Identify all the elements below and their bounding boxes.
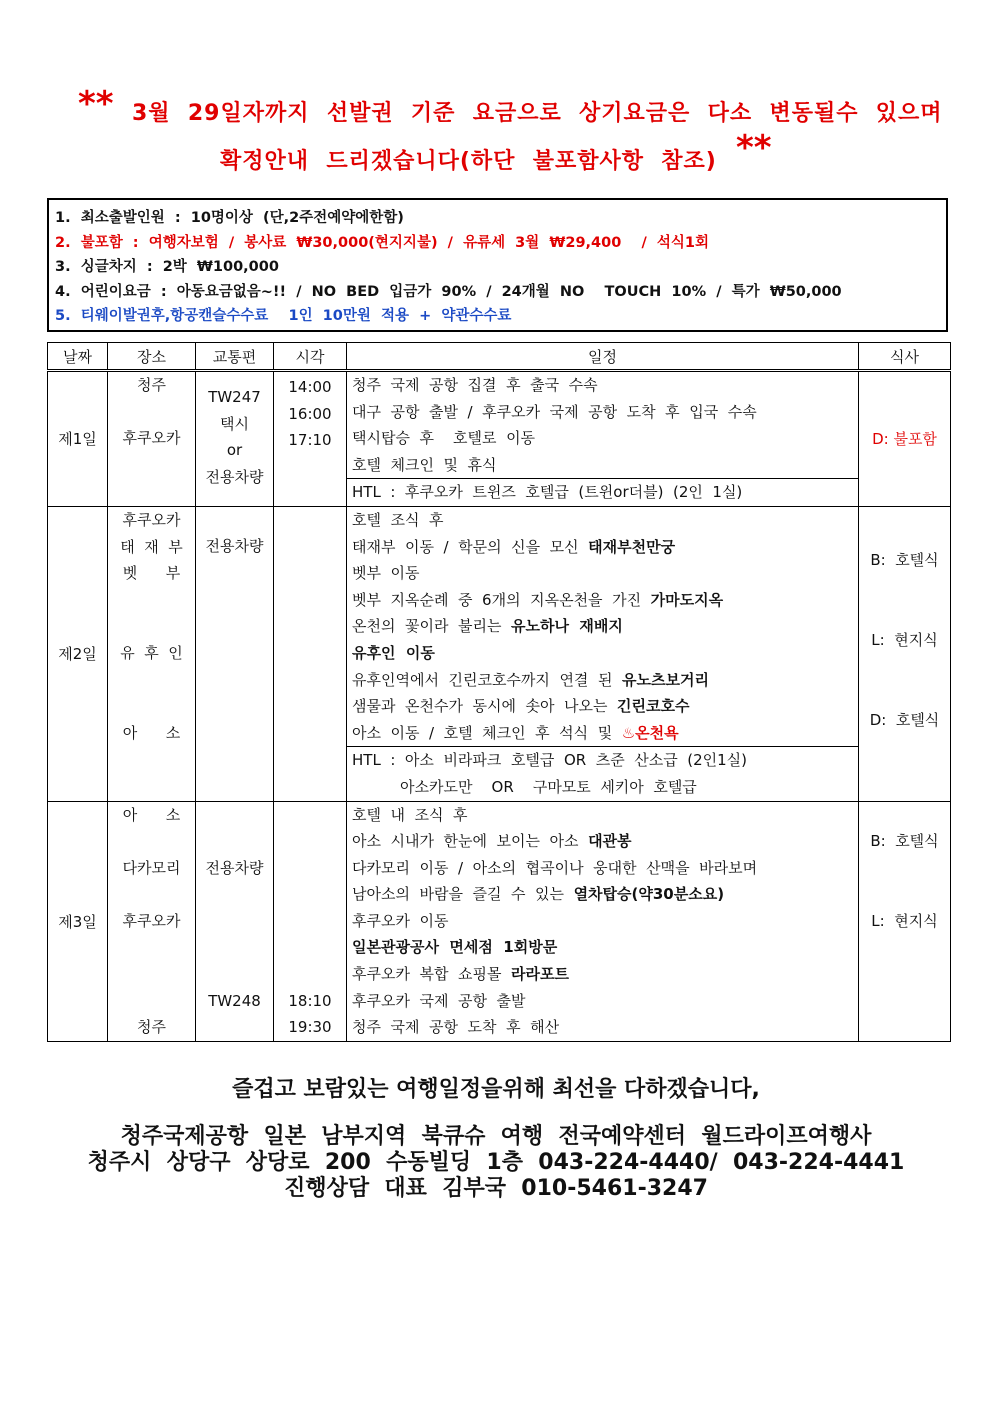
transport-cell: 전용차량 TW248 — [196, 801, 274, 1041]
condition-child-fare: 4. 어린이요금 : 아동요금없음~!! / NO BED 입금가 90% / 24개월 NO TOUCH 10% / 특가 ₩50,000 — [55, 283, 842, 300]
table-row — [48, 801, 951, 1041]
conditions-box — [47, 198, 948, 332]
day-label: 제1일 — [48, 371, 108, 507]
meal-cell: B: 호텔식 L: 현지식 — [859, 801, 951, 1041]
itinerary-table — [47, 342, 951, 1042]
transport-cell: 전용차량 — [196, 506, 274, 801]
time-cell: 18:10 19:30 — [274, 801, 347, 1041]
day-label: 제3일 — [48, 801, 108, 1041]
table-row — [48, 371, 951, 479]
header-date: 날짜 — [48, 343, 108, 371]
hotel-cell: HTL : 후쿠오카 트윈즈 호텔급 (트윈or더블) (2인 1실) — [347, 479, 859, 507]
footer-agency: 청주국제공항 일본 남부지역 북큐슈 여행 전국예약센터 월드라이프여행사 — [120, 1124, 872, 1149]
header-transport: 교통편 — [196, 343, 274, 371]
schedule-cell: 청주 국제 공항 집결 후 출국 수속 대구 공항 출발 / 후쿠오카 국제 공항 도착 후 입국 수속 택시탑승 후 호텔로 이동 호텔 체크인 및 휴식 — [347, 371, 859, 479]
condition-excluded: 2. 불포함 : 여행자보험 / 봉사료 ₩30,000(현지지불) / 유류세 3월 ₩29,400 / 석식1회 — [55, 234, 710, 251]
notice-line-2: 확정안내 드리겠습니다(하단 불포함사항 참조) — [220, 149, 717, 174]
transport-cell: TW247 택시 or 전용차량 — [196, 371, 274, 507]
condition-min-people: 1. 최소출발인원 : 10명이상 (단,2주전예약에한함) — [55, 210, 404, 226]
table-header-row — [48, 343, 951, 371]
hotel-cell: HTL : 아소 비라파크 호텔급 OR 츠준 산소급 (2인1실) 아소카도만 OR 구마모토 세키아 호텔급 — [347, 747, 859, 801]
footer-address: 청주시 상당구 상당로 200 수동빌딩 1층 043-224-4440/ 043-224-4441 — [87, 1150, 905, 1175]
notice-stars-right: ** — [736, 128, 772, 168]
footer-slogan: 즐겁고 보람있는 여행일정을위해 최선을 다하겠습니다, — [232, 1077, 760, 1102]
day-label: 제2일 — [48, 506, 108, 801]
header-meal: 식사 — [859, 343, 951, 371]
place-cell: 후쿠오카 태 재 부 벳 부 유 후 인 아 소 — [108, 506, 196, 801]
condition-cancel-fee: 5. 티웨이발권후,항공캔슬수수료 1인 10만원 적용 + 약관수수료 — [55, 308, 512, 324]
table-row — [48, 506, 951, 746]
condition-single-charge: 3. 싱글차지 : 2박 ₩100,000 — [55, 259, 279, 275]
notice-line-1: 3월 29일자까지 선발권 기준 요금으로 상기요금은 다소 변동될수 있으며 — [132, 101, 943, 126]
time-cell: 14:00 16:00 17:10 — [274, 371, 347, 507]
time-cell — [274, 506, 347, 801]
meal-cell: B: 호텔식 L: 현지식 D: 호텔식 — [859, 506, 951, 801]
header-place: 장소 — [108, 343, 196, 371]
schedule-cell: 호텔 내 조식 후 아소 시내가 한눈에 보이는 아소 대관봉 다카모리 이동 / 아소의 협곡이나 웅대한 산맥을 바라보며 남아소의 바람을 즐길 수 있는 열차탑승(약30분소요) 후쿠오카 이동 일본관광공사 면세점 1회방문 후쿠오카 복합 쇼핑몰 라라포트 후쿠오카 국제 공항 출발 청주 국제 공항 도착 후 해산 — [347, 801, 859, 1041]
header-schedule: 일정 — [347, 343, 859, 371]
meal-cell: D: 불포함 — [859, 371, 951, 507]
place-cell: 청주 후쿠오카 — [108, 371, 196, 507]
header-time: 시각 — [274, 343, 347, 371]
schedule-cell: 호텔 조식 후 태재부 이동 / 학문의 신을 모신 태재부천만궁 벳부 이동 벳부 지옥순례 중 6개의 지옥온천을 가진 가마도지옥 온천의 꽃이라 불리는 유노하나 재배지 유후인 이동 유후인역에서 긴린코호수까지 연결 된 유노츠보거리 샘물과 온천수가 동시에 솟아 나오는 긴린코호수 아소 이동 / 호텔 체크인 후 석식 및 ♨온천욕 — [347, 506, 859, 746]
place-cell: 아 소 다카모리 후쿠오카 청주 — [108, 801, 196, 1041]
notice-stars-left: ** — [78, 84, 114, 124]
hotspring-icon: ♨ — [621, 723, 636, 742]
footer-agency-info — [0, 1124, 992, 1202]
footer-contact: 진행상담 대표 김부국 010-5461-3247 — [284, 1176, 708, 1201]
